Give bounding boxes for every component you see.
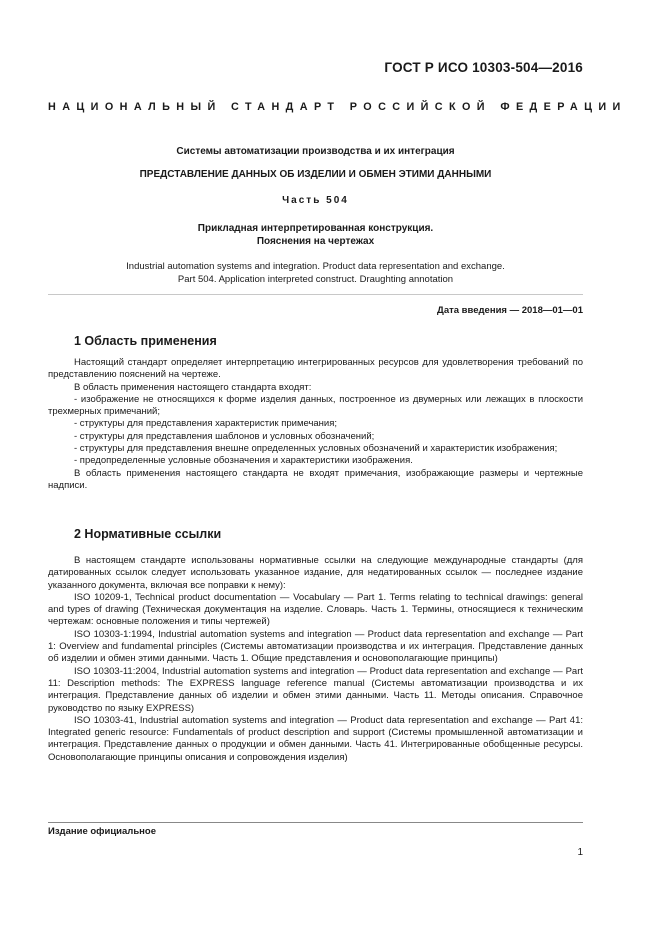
reference-item: ISO 10303-11:2004, Industrial automation systems and integration — Product data representation and exchange — Part 11: Description methods: The EXPRESS language reference manual (Системы автоматизации производства и их интеграция. Представление данных об изделии и обмен этими данными. Часть 11. Методы описания. Справочное руководство по языку EXPRESS) bbox=[48, 665, 583, 714]
introduction-date: Дата введения — 2018—01—01 bbox=[437, 305, 583, 316]
russian-title-line-2: Пояснения на чертежах bbox=[256, 236, 375, 247]
list-item: - изображение не относящихся к форме изделия данных, построенное из двумерных или лежащих в плоскости трехмерных примечаний; bbox=[48, 393, 583, 418]
title-divider bbox=[48, 294, 583, 295]
paragraph: Настоящий стандарт определяет интерпретацию интегрированных ресурсов для удовлетворения требований по представлению пояснений на чертеже. bbox=[48, 357, 583, 381]
paragraph: В область применения настоящего стандарта не входят примечания, изображающие размеры и чертежные надписи. bbox=[48, 467, 583, 491]
paragraph: В область применения настоящего стандарта входят: bbox=[74, 381, 312, 393]
russian-title-line-1: Прикладная интерпретированная конструкция. bbox=[197, 223, 434, 234]
section-2-body bbox=[48, 555, 583, 764]
edition-label: Издание официальное bbox=[48, 826, 156, 837]
national-standard-banner: НАЦИОНАЛЬНЫЙ СТАНДАРТ РОССИЙСКОЙ ФЕДЕРАЦИИ bbox=[48, 101, 627, 113]
paragraph: В настоящем стандарте использованы нормативные ссылки на следующие международные стандарты (для датированных ссылок следует использовать указанное издание, для недатированных ссылок — последнее издание указанного документа, включая все поправки к нему): bbox=[48, 555, 583, 591]
section-1-heading: 1 Область применения bbox=[74, 334, 217, 348]
english-title-line-1: Industrial automation systems and integration. Product data representation and exchange. bbox=[126, 261, 505, 272]
english-title bbox=[48, 261, 583, 286]
document-main-title: ПРЕДСТАВЛЕНИЕ ДАННЫХ ОБ ИЗДЕЛИИ И ОБМЕН ЭТИМИ ДАННЫМИ bbox=[139, 169, 492, 180]
english-title-line-2: Part 504. Application interpreted construct. Draughting annotation bbox=[177, 273, 454, 285]
footer-divider bbox=[48, 822, 583, 823]
reference-item: ISO 10303-1:1994, Industrial automation systems and integration — Product data representation and exchange — Part 1: Overview and fundamental principles (Системы автоматизации производства и их интеграция. Представление данных об изделии и обмен этими данными. Часть 1. Общие представления и основополагающие принципы) bbox=[48, 628, 583, 665]
standard-code: ГОСТ Р ИСО 10303-504—2016 bbox=[384, 60, 583, 75]
list-item: - предопределенные условные обозначения и характеристики изображения. bbox=[74, 455, 413, 467]
section-2-heading: 2 Нормативные ссылки bbox=[74, 527, 222, 541]
document-subtitle: Системы автоматизации производства и их интеграция bbox=[176, 146, 455, 157]
reference-item: ISO 10209-1, Technical product documentation — Vocabulary — Part 1. Terms relating to technical drawings: general and types of drawing (Техническая документация на изделие. Словарь. Часть 1. Термины, относящиеся к техническим чертежам: основные положения и типы чертежей) bbox=[48, 591, 583, 628]
section-1-body bbox=[48, 357, 583, 492]
list-item: - структуры для представления характеристик примечания; bbox=[74, 418, 338, 430]
russian-title bbox=[48, 222, 583, 248]
list-item: - структуры для представления шаблонов и условных обозначений; bbox=[74, 430, 375, 442]
part-label: Часть 504 bbox=[282, 195, 349, 206]
reference-item: ISO 10303-41, Industrial automation systems and integration — Product data representation and exchange — Part 41: Integrated generic resource: Fundamentals of product description and support (Системы промышленной автоматизации и интеграция. Представление данных о продукции и обмен данными. Часть 41. Интегрированные обобщенные ресурсы. Основополагающие принципы описания и сопровождения изделия) bbox=[48, 714, 583, 763]
page-number: 1 bbox=[577, 847, 583, 858]
list-item: - структуры для представления внешне определенных условных обозначений и характеристик изображения; bbox=[74, 443, 558, 455]
